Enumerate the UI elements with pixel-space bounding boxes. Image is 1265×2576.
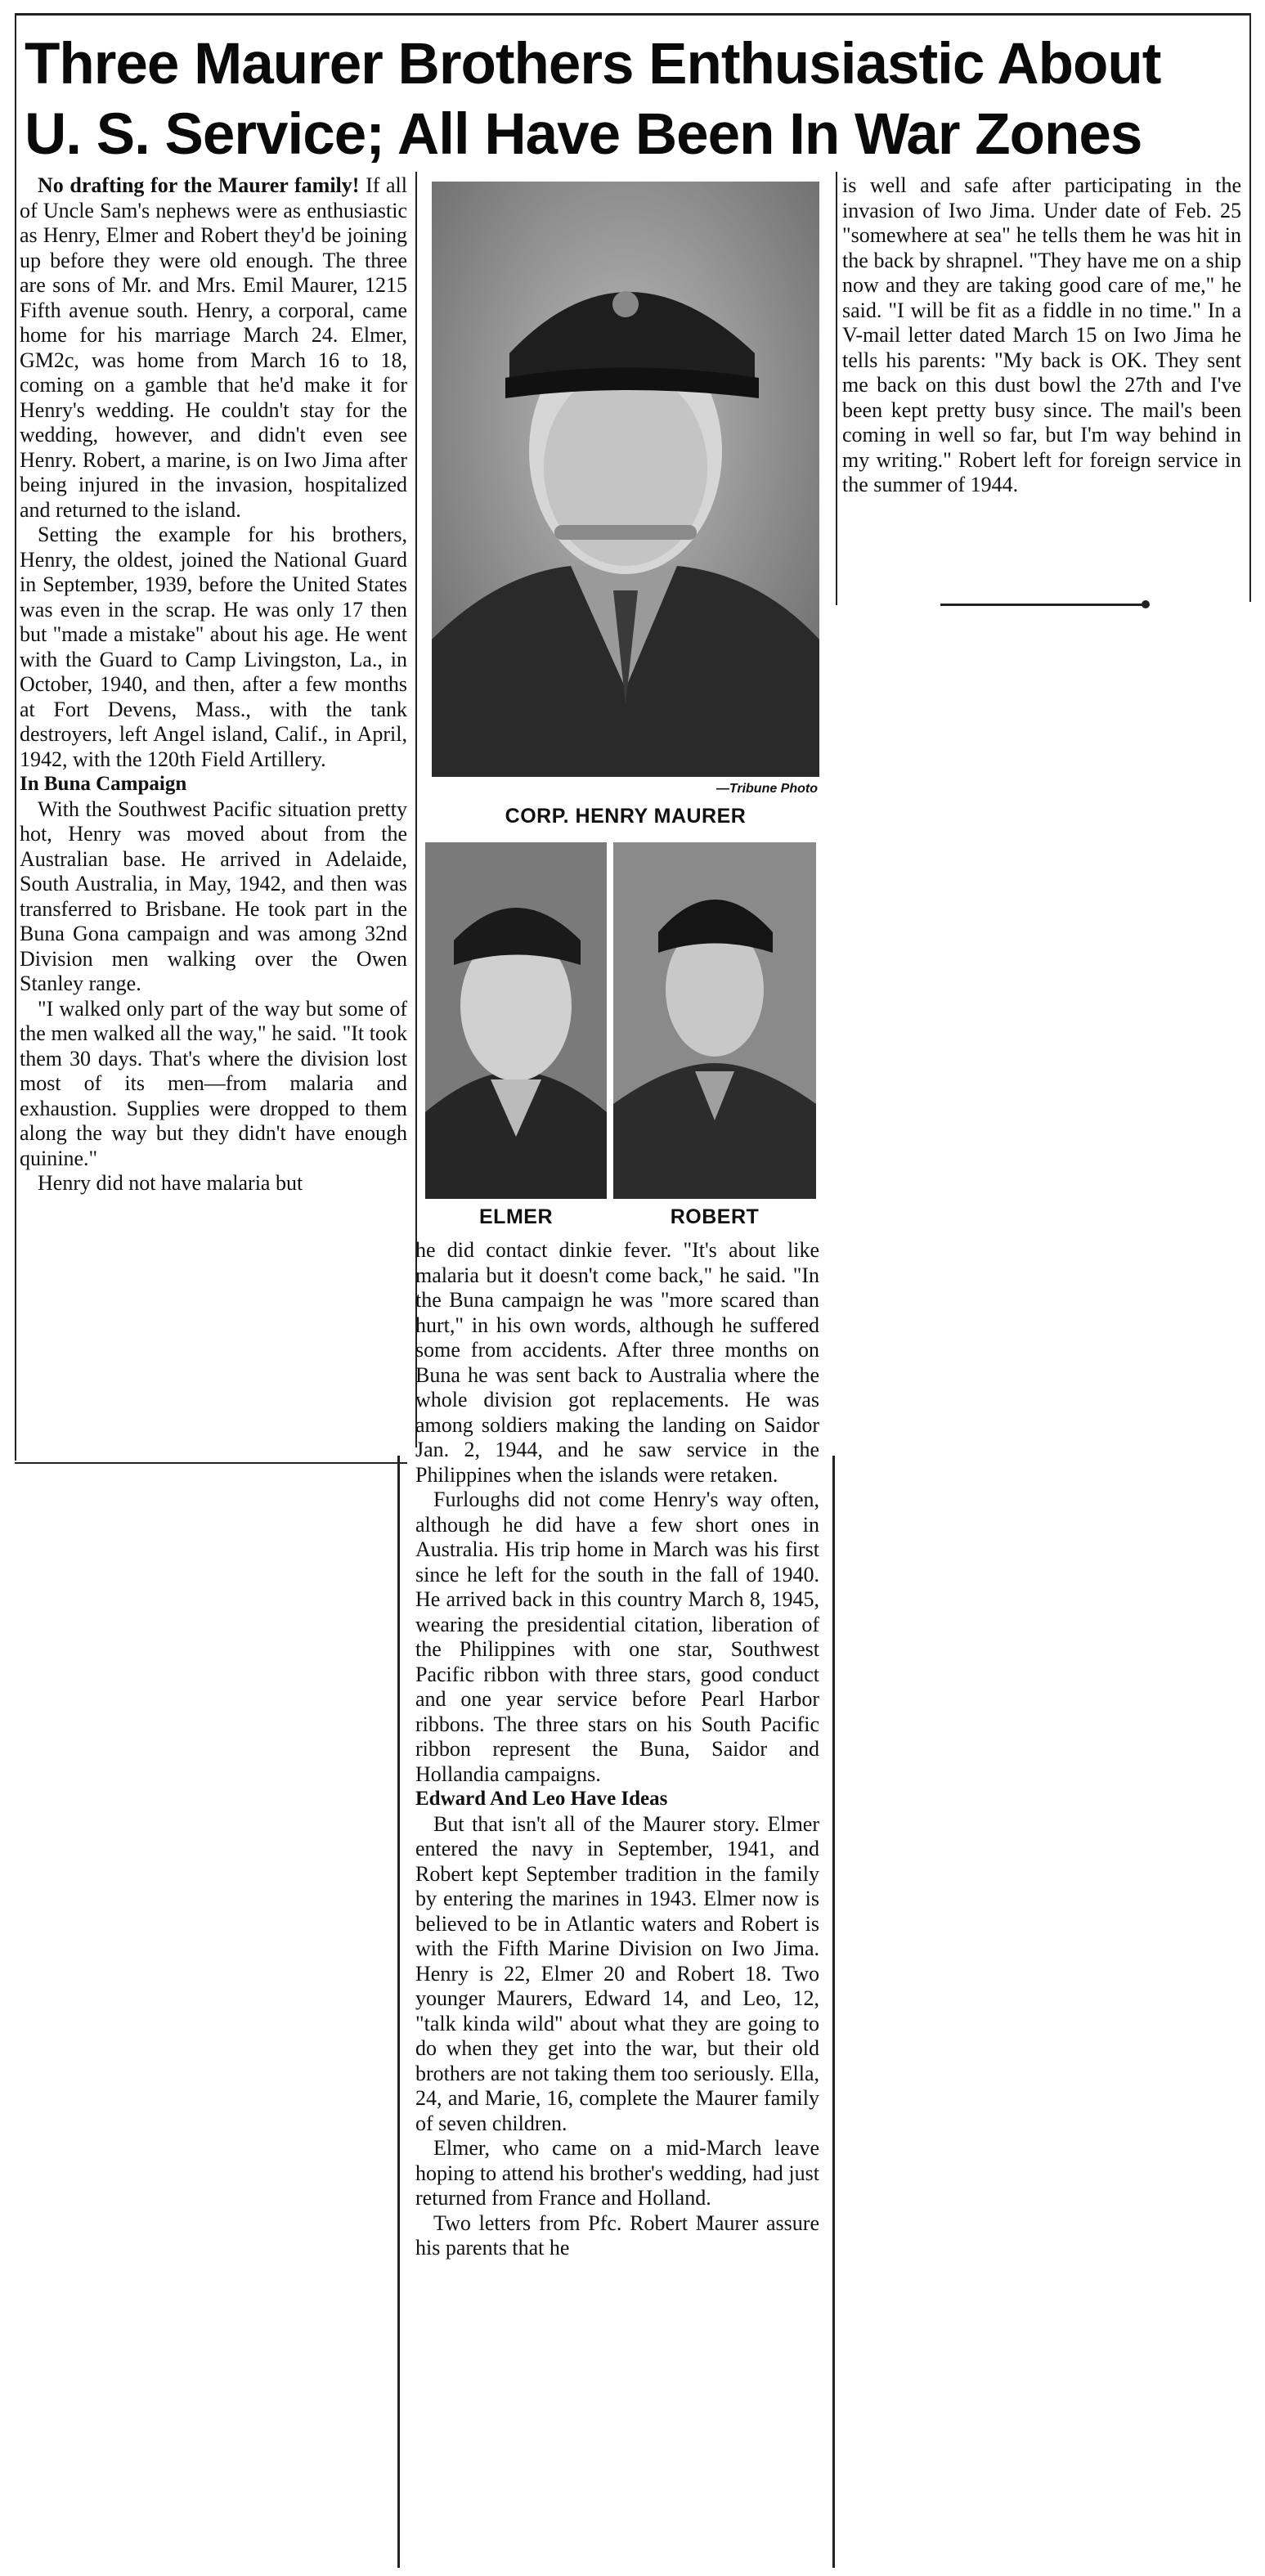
col1-left-rule xyxy=(15,13,16,1461)
photo-robert xyxy=(613,842,816,1199)
paragraph: he did contact dinkie fever. "It's about like malaria but it doesn't come back," he said. "In the Buna campaign he was "more scared than hurt," in his own words, although he suffered some from accidents. After three months on Buna he was sent back to Australia where the whole division got replacements. He was among soldiers making the landing on Saidor Jan. 2, 1944, and he saw service in the Philippines when the islands were retaken. xyxy=(415,1238,819,1487)
subhead-buna-campaign: In Buna Campaign xyxy=(20,773,187,795)
paragraph: Furloughs did not come Henry's way often, although he did have a few short ones in Australia. His trip home in March was his first since he left for the south in the fall of 1940. He arrived back in this country March 8, 1945, wearing the presidential citation, liberation of the Philippines with one star, Southwest Pacific ribbon with three stars, good conduct and one year service before Pearl Harbor ribbons. The three stars on his South Pacific ribbon represent the Buna, Saidor and Hollandia campaigns. xyxy=(415,1488,819,1786)
column-1 xyxy=(20,173,407,1196)
column-2 xyxy=(415,1238,819,2261)
paragraph-text: If all of Uncle Sam's nephews were as enthusiastic as Henry, Elmer and Robert they'd be joining up before they were old enough. The three are sons of Mr. and Mrs. Emil Maurer, 1215 Fifth avenue south. Henry, a corporal, came home for his marriage March 24. Elmer, GM2c, was home from March 16 to 18, coming on a gamble that he'd make it for Henry's wedding. He couldn't stay for the wedding, however, and didn't even see Henry. Robert, a marine, is on Iwo Jima after being injured in the invasion, hospitalized and returned to the island. xyxy=(20,173,408,522)
paragraph: Setting the example for his brothers, Henry, the oldest, joined the National Guard in September, 1939, before the United States was even in the scrap. He was only 17 then but "made a mistake" about his age. He went with the Guard to Camp Livingston, La., in October, 1940, and then, after a few months at Fort Devens, Mass., with the tank destroyers, left Angel island, Calif., in April, 1942, with the 120th Field Artillery. xyxy=(20,523,407,771)
col2-left-rule xyxy=(397,1456,400,2568)
photo-henry-maurer xyxy=(432,182,819,777)
photo-credit: —Tribune Photo xyxy=(715,782,818,796)
paragraph: Elmer, who came on a mid-March leave hoping to attend his brother's wedding, had just returned from France and Holland. xyxy=(415,2136,819,2210)
right-frame-rule xyxy=(1249,13,1251,602)
column-3 xyxy=(842,173,1241,498)
caption-henry-maurer: CORP. HENRY MAURER xyxy=(505,805,747,828)
paragraph: But that isn't all of the Maurer story. Elmer entered the navy in September, 1941, and Robert kept September tradition in the family by entering the marines in 1943. Elmer now is believed to be in Atlantic waters and Robert is with the Fifth Marine Division on Iwo Jima. Henry is 22, Elmer 20 and Robert 18. Two younger Maurers, Edward 14, and Leo, 12, "talk kinda wild" about what they are going to do when they get into the war, but their old brothers are not taking them too seriously. Ella, 24, and Marie, 16, complete the Maurer family of seven children. xyxy=(415,1811,819,2135)
headline-line-2: U. S. Service; All Have Been In War Zones xyxy=(25,102,1142,167)
caption-robert: ROBERT xyxy=(670,1205,760,1228)
paragraph: is well and safe after participating in the invasion of Iwo Jima. Under date of Feb. 25 "somewhere at sea" he tells them he was hit in the back by shrapnel. "They have me on a ship now and they are taking good care of me," he said. "I will be fit as a fiddle in no time." In a V-mail letter dated March 15 on Iwo Jima he tells his parents: "My back is OK. They sent me back on this dust bowl the 27th and I've been kept pretty busy since. The mail's been coming in well so far, but I'm way behind in my writing." Robert left for foreign service in the summer of 1944. xyxy=(842,173,1241,496)
col2-right-rule xyxy=(832,1456,835,2568)
paragraph: Henry did not have malaria but xyxy=(38,1171,303,1195)
paragraph: With the Southwest Pacific situation pretty hot, Henry was moved about from the Australian base. He arrived in Adelaide, South Australia, in May, 1942, and then was transferred to Brisbane. He took part in the Buna Gona campaign and was among 32nd Division men walking over the Owen Stanley range. xyxy=(20,797,407,995)
paragraph xyxy=(20,173,407,523)
lead-in: No drafting for the Maurer family! xyxy=(38,173,360,197)
paragraph: Two letters from Pfc. Robert Maurer assure his parents that he xyxy=(415,2210,819,2260)
headline xyxy=(25,29,1243,170)
end-mark xyxy=(940,604,1145,606)
top-rule xyxy=(15,13,1249,16)
subhead-edward-and-leo: Edward And Leo Have Ideas xyxy=(415,1788,668,1810)
col1-bottom-rule xyxy=(15,1462,407,1464)
paragraph: "I walked only part of the way but some of the men walked all the way," he said. "It took them 30 days. That's where the division lost most of its men—from malaria and exhaustion. Supplies were dropped to them along the way but they didn't have enough quinine." xyxy=(20,996,407,1170)
col-divider-2 xyxy=(836,172,837,605)
caption-elmer: ELMER xyxy=(479,1205,553,1228)
headline-line-1: Three Maurer Brothers Enthusiastic About xyxy=(25,32,1161,96)
photo-elmer xyxy=(425,842,607,1199)
